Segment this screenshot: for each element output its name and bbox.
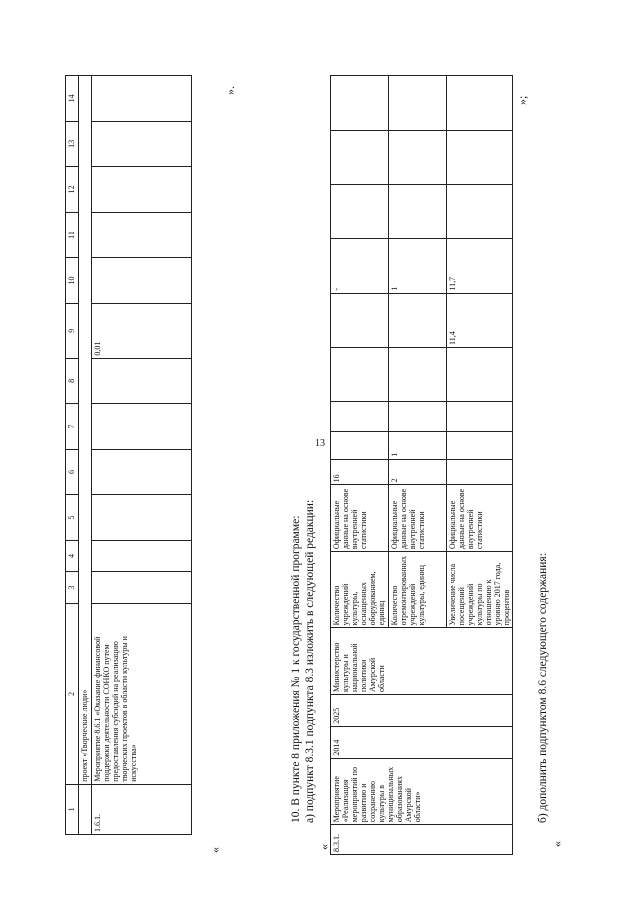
table-top bbox=[65, 75, 192, 835]
page-number: 13 bbox=[315, 438, 325, 449]
value-11-7: 11,7 bbox=[447, 239, 513, 293]
rotated-content bbox=[45, 75, 605, 855]
close-quote: »; bbox=[515, 95, 529, 105]
col-13: 13 bbox=[66, 121, 79, 167]
value-2: 2 bbox=[389, 459, 447, 485]
paragraph-a: а) подпункт 8.3.1 подпункта 8.3 изложить в следующей редакции: bbox=[304, 499, 316, 823]
col-9: 9 bbox=[66, 303, 79, 358]
col-2: 2 bbox=[66, 603, 79, 784]
col-1: 1 bbox=[66, 784, 79, 834]
value-dash: - bbox=[331, 239, 389, 293]
table-row bbox=[331, 76, 389, 855]
row-number: 1.6.1. bbox=[92, 784, 192, 834]
indicator: Увеличение числа посещений учреждений культуры по отношению к уровню 2017 года, процентов bbox=[447, 552, 513, 628]
section-title: проект «Творческие люди» bbox=[79, 76, 92, 785]
open-quote: « bbox=[550, 841, 564, 847]
row-text: Мероприятие 8.6.1 «Оказание финансовой поддержки деятельности СОНКО путем предоставления субсидий на реализацию творческих проектов в области культуры и искусства» bbox=[92, 603, 192, 784]
value-1: 1 bbox=[389, 432, 447, 460]
measure-name: Мероприятие «Реализация мероприятий по развитию и сохранению культуры в муниципальных образованиях Амурской области» bbox=[331, 758, 513, 825]
source: Официальные данные на основе внутренней статистики bbox=[331, 485, 389, 552]
col-6: 6 bbox=[66, 449, 79, 495]
source: Официальные данные на основе внутренней статистики bbox=[389, 485, 447, 552]
open-quote: « bbox=[208, 847, 222, 853]
paragraph-10: 10. В пункте 8 приложения № 1 к государственной программе: bbox=[290, 515, 302, 823]
col-7: 7 bbox=[66, 404, 79, 450]
table-header-row bbox=[66, 76, 79, 835]
close-quote: ». bbox=[223, 86, 237, 95]
value-16: 16 bbox=[331, 459, 389, 485]
executor: Министерство культуры и национальной политики Амурской области bbox=[331, 628, 513, 695]
paragraph-b: б) дополнить подпунктом 8.6 следующего содержания: bbox=[537, 553, 549, 823]
value-1b: 1 bbox=[389, 239, 447, 293]
col-4: 4 bbox=[66, 540, 79, 572]
indicator: Количество учреждений культуры, оснащенных оборудованием, единиц bbox=[331, 552, 389, 628]
row-number: 8.3.1. bbox=[331, 825, 513, 855]
col-5: 5 bbox=[66, 495, 79, 541]
source: Официальные данные на основе внутренней статистики bbox=[447, 485, 513, 552]
start-year: 2014 bbox=[331, 726, 513, 758]
col-12: 12 bbox=[66, 167, 79, 213]
col-3: 3 bbox=[66, 572, 79, 604]
col-8: 8 bbox=[66, 358, 79, 404]
table-8-3-1 bbox=[330, 75, 513, 855]
col-10: 10 bbox=[66, 258, 79, 304]
table-row bbox=[79, 76, 92, 835]
col-11: 11 bbox=[66, 212, 79, 258]
open-quote: « bbox=[317, 844, 331, 850]
value-11-4: 11,4 bbox=[447, 293, 513, 347]
end-year: 2025 bbox=[331, 694, 513, 726]
cell-value: 0,01 bbox=[92, 303, 192, 358]
col-14: 14 bbox=[66, 76, 79, 122]
table-row bbox=[92, 76, 192, 835]
indicator: Количество отремонтированных учреждений культуры, единиц bbox=[389, 552, 447, 628]
